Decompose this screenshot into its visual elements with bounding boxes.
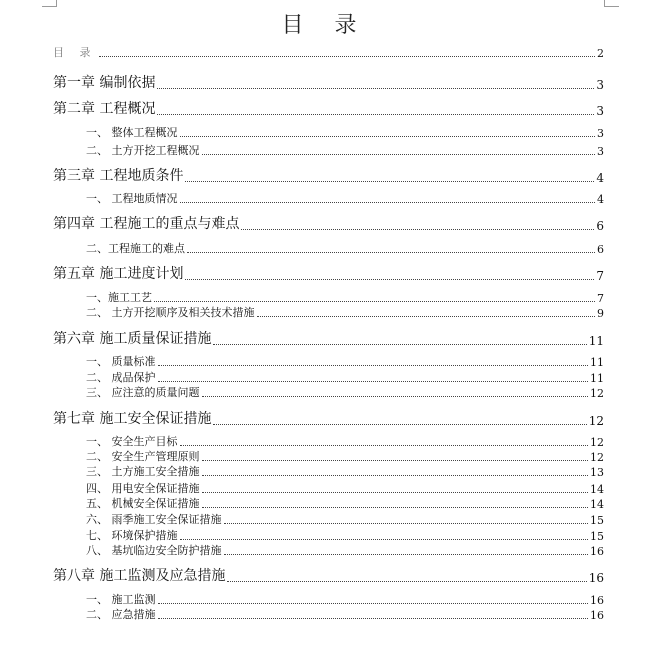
dot-leader (224, 554, 589, 555)
dot-leader (158, 603, 589, 604)
toc-section-entry[interactable] (0, 527, 650, 543)
toc-entry-label: 二、 土方开挖工程概况 (86, 144, 200, 157)
dot-leader (180, 136, 596, 137)
toc-page-number: 12 (590, 436, 604, 449)
toc-chapter-entry[interactable] (0, 72, 650, 92)
dot-leader (180, 202, 596, 203)
toc-page-number: 16 (588, 571, 604, 585)
toc-section-entry[interactable] (0, 190, 650, 206)
toc-chapter-entry[interactable] (0, 408, 650, 428)
toc-chapter-entry[interactable] (0, 98, 650, 118)
toc-entry-label: 八、 基坑临边安全防护措施 (86, 544, 222, 557)
dot-leader (213, 344, 586, 345)
toc-page-number: 15 (590, 514, 604, 527)
toc-page-number: 13 (590, 466, 604, 479)
dot-leader (99, 56, 596, 57)
dot-leader (185, 279, 594, 280)
toc-entry-label: 二、工程施工的难点 (86, 242, 185, 255)
dot-leader (154, 301, 595, 302)
toc-entry-label: 六、 雨季施工安全保证措施 (86, 513, 222, 526)
dot-leader (227, 581, 586, 582)
toc-entry-label: 二、 土方开挖顺序及相关技术措施 (86, 306, 255, 319)
page-title: 目 录 (281, 13, 369, 38)
toc-page-number: 11 (588, 334, 604, 348)
toc-chapter-entry[interactable] (0, 565, 650, 585)
toc-section-entry[interactable] (0, 480, 650, 496)
toc-section-entry[interactable] (0, 511, 650, 527)
toc-entry-label: 第一章 编制依据 (53, 75, 156, 91)
toc-entry-label: 一、 工程地质情况 (86, 192, 178, 205)
toc-page-number: 3 (596, 104, 604, 118)
toc-page-number: 12 (588, 414, 604, 428)
toc-entry-label: 第六章 施工质量保证措施 (53, 331, 212, 347)
dot-leader (224, 523, 589, 524)
dot-leader (241, 229, 594, 230)
toc-entry-label: 第二章 工程概况 (53, 101, 156, 117)
toc-page-number: 3 (596, 78, 604, 92)
toc-page-number: 14 (590, 498, 604, 511)
toc-section-entry[interactable] (0, 606, 650, 622)
toc-page-number: 3 (597, 127, 604, 140)
toc-section-entry[interactable] (0, 542, 650, 558)
toc-section-entry[interactable] (0, 495, 650, 511)
dot-leader (180, 445, 589, 446)
toc-section-entry[interactable] (0, 289, 650, 305)
dot-leader (157, 114, 594, 115)
toc-section-entry[interactable] (0, 591, 650, 607)
toc-page-number: 2 (597, 47, 604, 60)
toc-page-number: 15 (590, 530, 604, 543)
toc-entry-label: 三、 土方施工安全措施 (86, 465, 200, 478)
toc-section-entry[interactable] (0, 142, 650, 158)
toc-page-number: 7 (597, 292, 604, 305)
toc-entry-label: 二、 安全生产管理原则 (86, 450, 200, 463)
toc-page-number: 16 (590, 545, 604, 558)
toc-chapter-entry[interactable] (0, 213, 650, 233)
toc-page-number: 9 (597, 307, 604, 320)
toc-section-entry[interactable] (0, 384, 650, 400)
toc-entry-label: 三、 应注意的质量问题 (86, 386, 200, 399)
toc-page-number: 6 (597, 243, 604, 256)
toc-entry-label: 二、 应急措施 (86, 608, 156, 621)
toc-page-number: 11 (590, 372, 604, 385)
toc-entry-label: 目 录 (53, 46, 97, 59)
toc-section-entry[interactable] (0, 240, 650, 256)
dot-leader (202, 507, 589, 508)
dot-leader (202, 475, 589, 476)
dot-leader (158, 618, 589, 619)
toc-entry-label: 一、施工工艺 (86, 291, 152, 304)
dot-leader (202, 154, 596, 155)
toc-chapter-entry[interactable] (0, 328, 650, 348)
dot-leader (157, 88, 594, 89)
dot-leader (213, 424, 586, 425)
dot-leader (202, 492, 589, 493)
toc-section-entry[interactable] (0, 353, 650, 369)
toc-section-entry[interactable] (0, 304, 650, 320)
dot-leader (187, 252, 595, 253)
toc-page-number: 3 (597, 145, 604, 158)
toc-entry-label: 第四章 工程施工的重点与难点 (53, 216, 240, 232)
toc-page-number: 4 (596, 171, 604, 185)
toc-entry-label: 七、 环境保护措施 (86, 529, 178, 542)
toc-page-number: 12 (590, 387, 604, 400)
toc-page-number: 7 (596, 269, 604, 283)
toc-entry-label: 一、 整体工程概况 (86, 126, 178, 139)
toc-section-entry[interactable] (0, 369, 650, 385)
toc-entry-label: 第三章 工程地质条件 (53, 168, 184, 184)
toc-entry-label: 第五章 施工进度计划 (53, 266, 184, 282)
toc-page-number: 16 (590, 594, 604, 607)
toc-entry-label: 四、 用电安全保证措施 (86, 482, 200, 495)
toc-page-number: 6 (596, 219, 604, 233)
toc-entry-label: 二、 成品保护 (86, 371, 156, 384)
toc-entry-label: 一、 质量标准 (86, 355, 156, 368)
toc-entry-label: 一、 施工监测 (86, 593, 156, 606)
toc-title-entry[interactable] (0, 44, 650, 60)
toc-section-entry[interactable] (0, 124, 650, 140)
toc-section-entry[interactable] (0, 448, 650, 464)
toc-chapter-entry[interactable] (0, 263, 650, 283)
toc-page-number: 4 (597, 193, 604, 206)
toc-entry-label: 第八章 施工监测及应急措施 (53, 568, 226, 584)
toc-page-number: 16 (590, 609, 604, 622)
toc-page-number: 12 (590, 451, 604, 464)
dot-leader (180, 539, 589, 540)
dot-leader (185, 181, 594, 182)
toc-entry-label: 一、 安全生产目标 (86, 435, 178, 448)
toc-page-number: 11 (590, 356, 604, 369)
dot-leader (158, 381, 589, 382)
toc-entry-label: 五、 机械安全保证措施 (86, 497, 200, 510)
toc-entry-label: 第七章 施工安全保证措施 (53, 411, 212, 427)
toc-section-entry[interactable] (0, 463, 650, 479)
dot-leader (158, 365, 589, 366)
dot-leader (257, 316, 596, 317)
toc-chapter-entry[interactable] (0, 165, 650, 185)
toc-page-number: 14 (590, 483, 604, 496)
dot-leader (202, 396, 589, 397)
toc-section-entry[interactable] (0, 433, 650, 449)
dot-leader (202, 460, 589, 461)
